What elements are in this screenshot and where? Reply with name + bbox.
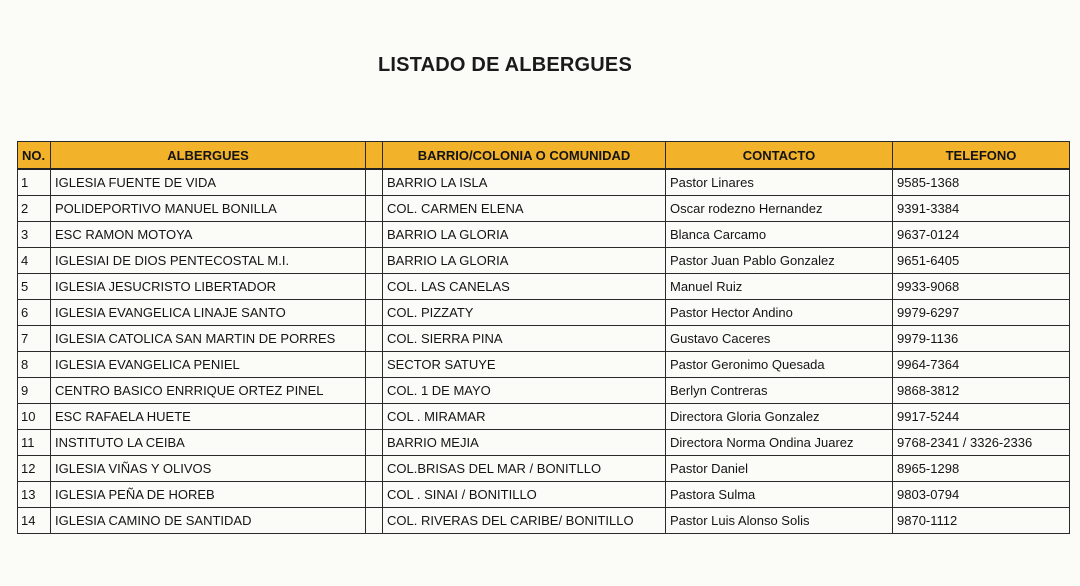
cell-barrio: COL . SINAI / BONITILLO <box>383 482 666 508</box>
cell-spacer <box>366 196 383 222</box>
cell-no: 12 <box>18 456 51 482</box>
cell-no: 7 <box>18 326 51 352</box>
cell-albergue: IGLESIA JESUCRISTO LIBERTADOR <box>51 274 366 300</box>
cell-albergue: ESC RAFAELA HUETE <box>51 404 366 430</box>
page-title: LISTADO DE ALBERGUES <box>377 54 632 76</box>
cell-no: 13 <box>18 482 51 508</box>
table-row <box>18 352 1070 378</box>
table-row <box>18 300 1070 326</box>
cell-telefono: 9979-1136 <box>893 326 1070 352</box>
cell-spacer <box>366 248 383 274</box>
cell-barrio: COL.BRISAS DEL MAR / BONITLLO <box>383 456 666 482</box>
cell-no: 11 <box>18 430 51 456</box>
cell-telefono: 9964-7364 <box>893 352 1070 378</box>
cell-contacto: Pastor Linares <box>666 169 893 196</box>
table-row <box>18 508 1070 534</box>
cell-contacto: Oscar rodezno Hernandez <box>666 196 893 222</box>
cell-no: 2 <box>18 196 51 222</box>
cell-contacto: Berlyn Contreras <box>666 378 893 404</box>
cell-spacer <box>366 404 383 430</box>
cell-albergue: IGLESIA CATOLICA SAN MARTIN DE PORRES <box>51 326 366 352</box>
cell-no: 9 <box>18 378 51 404</box>
cell-spacer <box>366 352 383 378</box>
table-row <box>18 456 1070 482</box>
cell-barrio: BARRIO MEJIA <box>383 430 666 456</box>
header-barrio: BARRIO/COLONIA O COMUNIDAD <box>383 142 666 170</box>
table-row <box>18 378 1070 404</box>
cell-albergue: IGLESIA CAMINO DE SANTIDAD <box>51 508 366 534</box>
cell-telefono: 9933-9068 <box>893 274 1070 300</box>
cell-contacto: Pastor Daniel <box>666 456 893 482</box>
cell-spacer <box>366 222 383 248</box>
cell-telefono: 9979-6297 <box>893 300 1070 326</box>
cell-contacto: Blanca Carcamo <box>666 222 893 248</box>
cell-telefono: 9585-1368 <box>893 169 1070 196</box>
cell-albergue: POLIDEPORTIVO MANUEL BONILLA <box>51 196 366 222</box>
cell-spacer <box>366 326 383 352</box>
cell-barrio: SECTOR SATUYE <box>383 352 666 378</box>
cell-albergue: CENTRO BASICO ENRRIQUE ORTEZ PINEL <box>51 378 366 404</box>
cell-no: 14 <box>18 508 51 534</box>
cell-telefono: 9868-3812 <box>893 378 1070 404</box>
cell-telefono: 9870-1112 <box>893 508 1070 534</box>
cell-spacer <box>366 508 383 534</box>
cell-contacto: Directora Norma Ondina Juarez <box>666 430 893 456</box>
cell-contacto: Gustavo Caceres <box>666 326 893 352</box>
header-telefono: TELEFONO <box>893 142 1070 170</box>
cell-telefono: 9391-3384 <box>893 196 1070 222</box>
header-spacer <box>366 142 383 170</box>
cell-barrio: BARRIO LA GLORIA <box>383 222 666 248</box>
table-row <box>18 430 1070 456</box>
cell-contacto: Pastor Geronimo Quesada <box>666 352 893 378</box>
cell-spacer <box>366 378 383 404</box>
cell-albergue: IGLESIA EVANGELICA LINAJE SANTO <box>51 300 366 326</box>
cell-no: 4 <box>18 248 51 274</box>
cell-contacto: Pastor Luis Alonso Solis <box>666 508 893 534</box>
cell-contacto: Pastora Sulma <box>666 482 893 508</box>
header-contacto: CONTACTO <box>666 142 893 170</box>
table-row <box>18 274 1070 300</box>
cell-barrio: BARRIO LA ISLA <box>383 169 666 196</box>
cell-barrio: COL. RIVERAS DEL CARIBE/ BONITILLO <box>383 508 666 534</box>
cell-albergue: ESC RAMON MOTOYA <box>51 222 366 248</box>
cell-barrio: BARRIO LA GLORIA <box>383 248 666 274</box>
cell-albergue: IGLESIA FUENTE DE VIDA <box>51 169 366 196</box>
table-row <box>18 482 1070 508</box>
cell-telefono: 9768-2341 / 3326-2336 <box>893 430 1070 456</box>
cell-barrio: COL. SIERRA PINA <box>383 326 666 352</box>
cell-albergue: IGLESIAI DE DIOS PENTECOSTAL M.I. <box>51 248 366 274</box>
cell-no: 8 <box>18 352 51 378</box>
cell-telefono: 9651-6405 <box>893 248 1070 274</box>
table-row <box>18 196 1070 222</box>
cell-spacer <box>366 169 383 196</box>
cell-spacer <box>366 482 383 508</box>
cell-no: 1 <box>18 169 51 196</box>
table-header-row <box>18 142 1070 170</box>
cell-contacto: Manuel Ruiz <box>666 274 893 300</box>
header-no: NO. <box>18 142 51 170</box>
header-albergues: ALBERGUES <box>51 142 366 170</box>
cell-no: 6 <box>18 300 51 326</box>
cell-spacer <box>366 300 383 326</box>
cell-barrio: COL . MIRAMAR <box>383 404 666 430</box>
cell-telefono: 8965-1298 <box>893 456 1070 482</box>
cell-barrio: COL. CARMEN ELENA <box>383 196 666 222</box>
table-row <box>18 169 1070 196</box>
cell-spacer <box>366 456 383 482</box>
table-row <box>18 404 1070 430</box>
cell-no: 3 <box>18 222 51 248</box>
table-row <box>18 326 1070 352</box>
cell-contacto: Pastor Hector Andino <box>666 300 893 326</box>
table-row <box>18 222 1070 248</box>
cell-no: 10 <box>18 404 51 430</box>
cell-contacto: Directora Gloria Gonzalez <box>666 404 893 430</box>
cell-telefono: 9917-5244 <box>893 404 1070 430</box>
cell-albergue: IGLESIA PEÑA DE HOREB <box>51 482 366 508</box>
cell-albergue: IGLESIA EVANGELICA PENIEL <box>51 352 366 378</box>
cell-albergue: IGLESIA VIÑAS Y OLIVOS <box>51 456 366 482</box>
cell-telefono: 9637-0124 <box>893 222 1070 248</box>
cell-albergue: INSTITUTO LA CEIBA <box>51 430 366 456</box>
table-row <box>18 248 1070 274</box>
cell-barrio: COL. LAS CANELAS <box>383 274 666 300</box>
cell-barrio: COL. 1 DE MAYO <box>383 378 666 404</box>
cell-telefono: 9803-0794 <box>893 482 1070 508</box>
cell-spacer <box>366 430 383 456</box>
cell-contacto: Pastor Juan Pablo Gonzalez <box>666 248 893 274</box>
cell-no: 5 <box>18 274 51 300</box>
cell-barrio: COL. PIZZATY <box>383 300 666 326</box>
cell-spacer <box>366 274 383 300</box>
shelter-table <box>17 141 1070 534</box>
